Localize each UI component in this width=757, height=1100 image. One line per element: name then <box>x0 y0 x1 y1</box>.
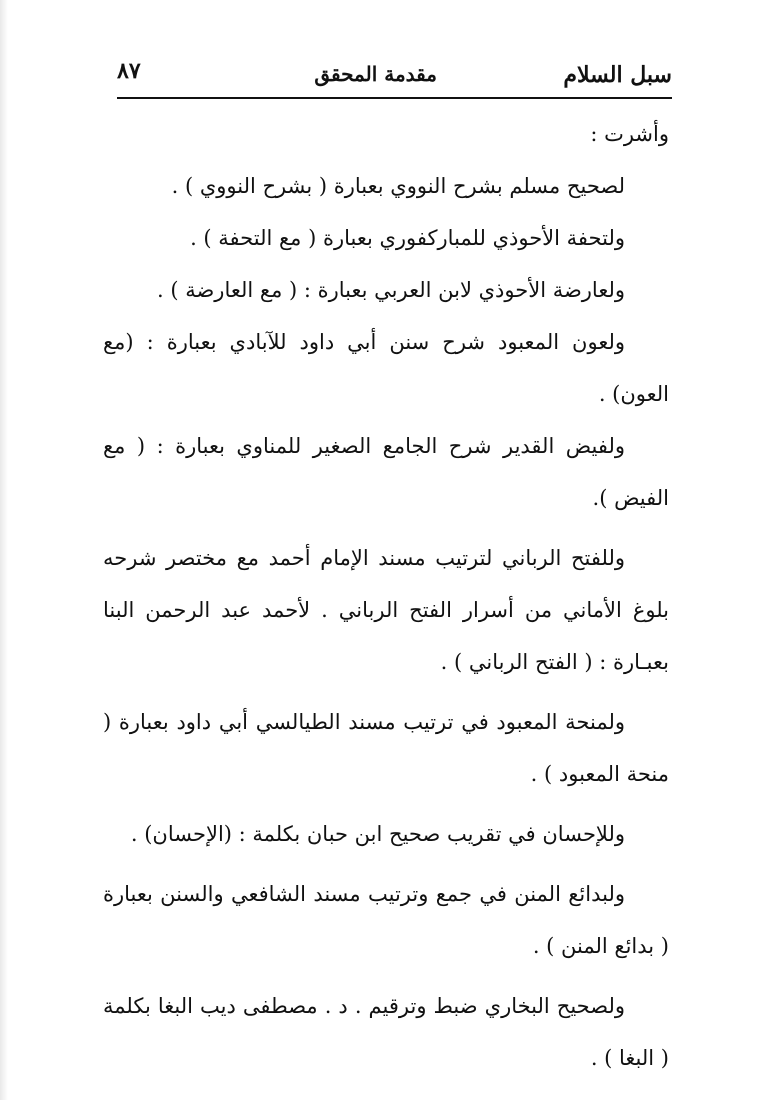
intro-line: وأشرت : <box>590 122 669 146</box>
list-item: ولمنحة المعبود في ترتيب مسند الطيالسي أبي داود بعبارة ( منحة المعبود ) . <box>103 710 669 786</box>
book-title: سبل السلام <box>563 62 672 88</box>
list-item: ولصحيح البخاري ضبط وترقيم . د . مصطفى ديب البغا بكلمة ( البغا ) . <box>103 994 669 1070</box>
list-item: ولبدائع المنن في جمع وترتيب مسند الشافعي والسنن بعبارة ( بدائع المنن ) . <box>103 882 669 958</box>
list-item: وللفتح الرباني لترتيب مسند الإمام أحمد مع مختصر شرحه بلوغ الأماني من أسرار الفتح الرباني . لأحمد عبد الرحمن البنا بعبـارة : ( الفتح الرباني ) . <box>103 546 669 674</box>
main-text <box>103 108 669 1084</box>
page-number: ٨٧ <box>117 58 141 84</box>
list-item: وللإحسان في تقريب صحيح ابن حبان بكلمة : (الإحسان) . <box>130 822 625 846</box>
list-item: لصحيح مسلم بشرح النووي بعبارة ( بشرح النووي ) . <box>171 174 625 198</box>
list-item: ولفيض القدير شرح الجامع الصغير للمناوي بعبارة : ( مع الفيض ). <box>103 434 669 510</box>
running-header <box>117 58 672 96</box>
section-title: مقدمة المحقق <box>314 62 437 86</box>
header-rule <box>117 97 672 99</box>
list-item: ولعون المعبود شرح سنن أبي داود للآبادي بعبارة : (مع العون) . <box>103 330 669 406</box>
scan-shadow-edge <box>0 0 8 1100</box>
list-item: ولعارضة الأحوذي لابن العربي بعبارة : ( مع العارضة ) . <box>157 278 625 302</box>
list-item: ولتحفة الأحوذي للمباركفوري بعبارة ( مع التحفة ) . <box>190 226 625 250</box>
